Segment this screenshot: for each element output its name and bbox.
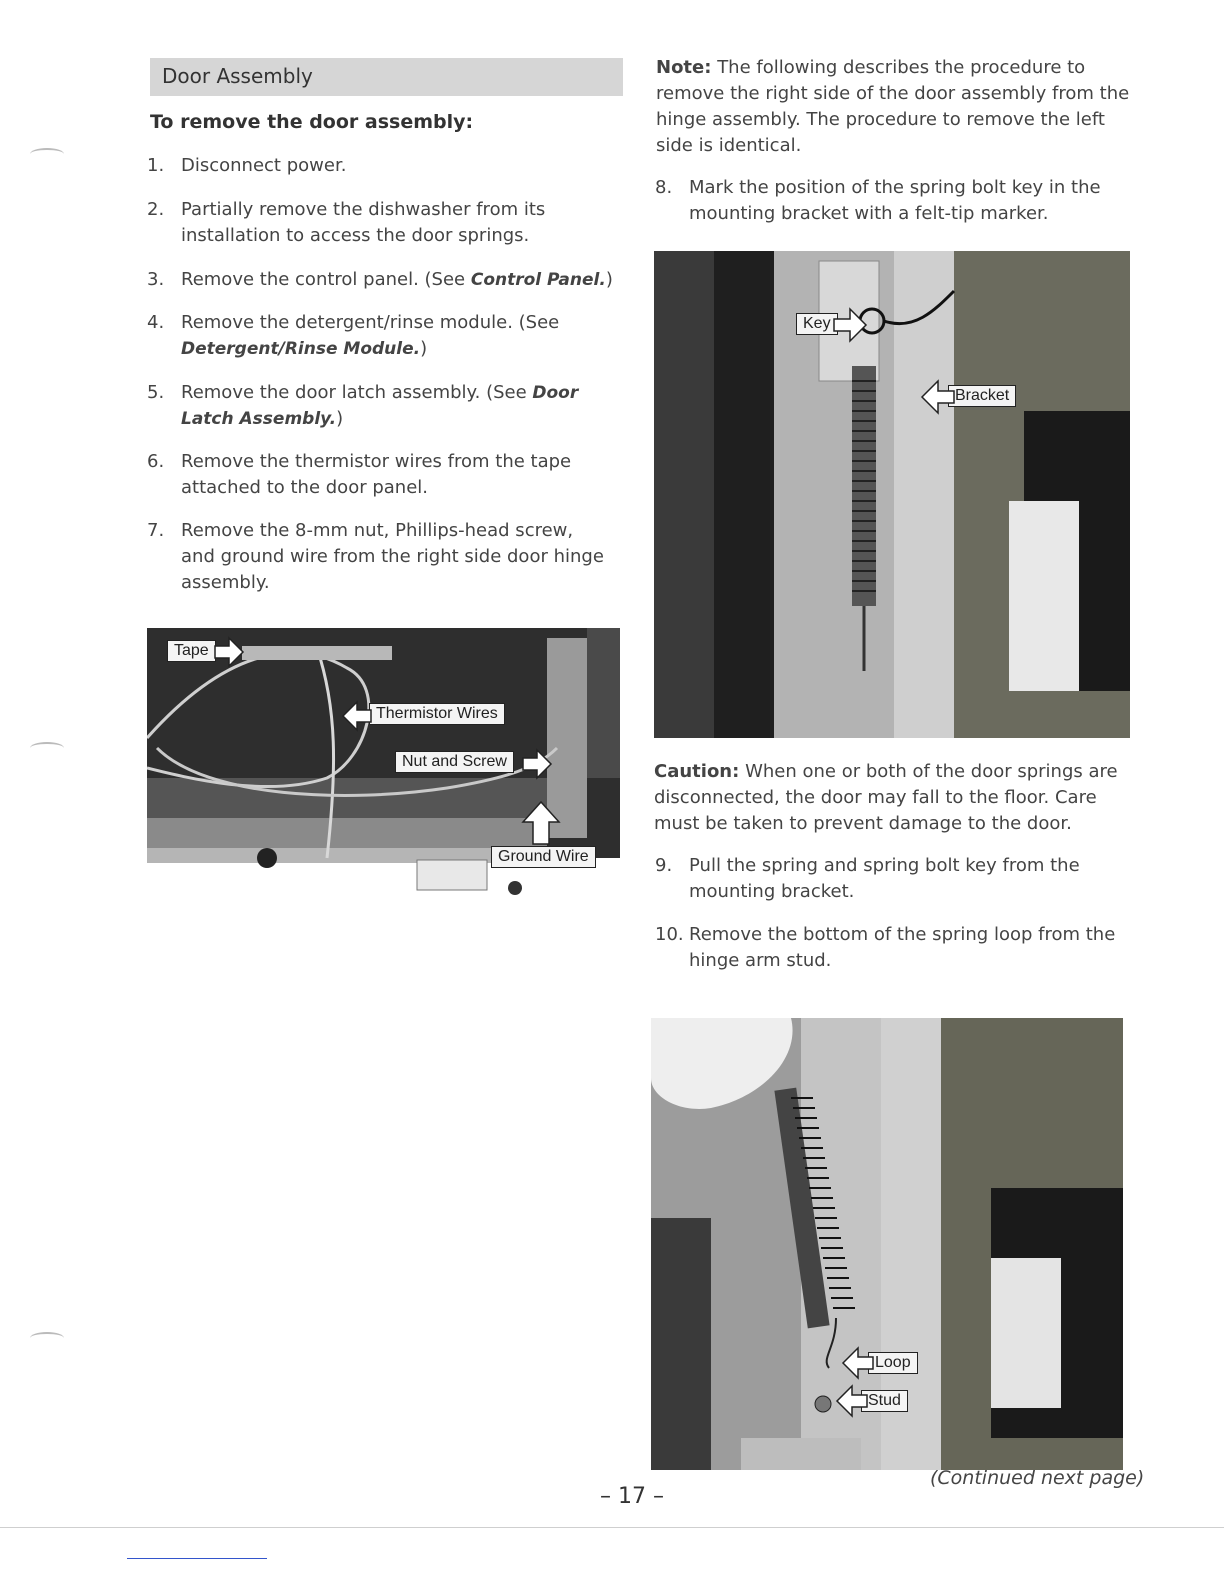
step-item: [147, 380, 617, 432]
step-number: 6.: [147, 451, 165, 472]
punch-mark: [30, 148, 64, 160]
step-text: Remove the detergent/rinse module. (See: [181, 312, 560, 333]
callout-bracket: Bracket: [948, 385, 1016, 407]
step-text: Disconnect power.: [181, 155, 347, 176]
step-number: 7.: [147, 520, 165, 541]
arrow-up-icon: [521, 800, 561, 846]
step-text-tail: ): [420, 338, 428, 359]
step-text: Mark the position of the spring bolt key in the mounting bracket with a felt-tip marker.: [689, 177, 1101, 224]
step-item: [147, 197, 617, 249]
step-text: Remove the thermistor wires from the tape attached to the door panel.: [181, 451, 572, 498]
step-number: 1.: [147, 155, 165, 176]
step-text: Pull the spring and spring bolt key from the mounting bracket.: [689, 855, 1080, 902]
note-text: The following describes the procedure to remove the right side of the door assembly from the hinge assembly. The procedure to remove the left side is identical.: [656, 57, 1130, 156]
step-text: Remove the bottom of the spring loop from the hinge arm stud.: [689, 924, 1116, 971]
cross-reference-link[interactable]: Door Latch Assembly.: [181, 383, 579, 429]
arrow-left-icon: [835, 1384, 869, 1418]
arrow-left-icon: [841, 1346, 875, 1380]
step-item: [147, 449, 617, 501]
step-item: [147, 518, 617, 596]
callout-thermistor-wires: Thermistor Wires: [369, 703, 505, 725]
page-number: – 17 –: [600, 1484, 664, 1509]
step-text: Remove the door latch assembly. (See: [181, 382, 533, 403]
callout-ground-wire: Ground Wire: [491, 846, 596, 868]
cross-reference-link[interactable]: Control Panel.: [470, 270, 606, 290]
step-number: 3.: [147, 269, 165, 290]
footer-link-underline: [127, 1558, 267, 1559]
arrow-left-icon: [920, 379, 956, 415]
arrow-right-icon: [213, 636, 245, 668]
arrow-right-icon: [832, 307, 868, 343]
step-text: Remove the 8-mm nut, Phillips-head screw, and ground wire from the right side door hinge assembly.: [181, 520, 604, 593]
note-label: Note:: [656, 57, 712, 78]
step-number: 10.: [655, 924, 684, 945]
step-item: [147, 310, 617, 362]
arrow-right-icon: [521, 748, 553, 780]
callout-loop: Loop: [868, 1352, 918, 1374]
photo-door-hinge-wires: [147, 628, 620, 903]
step-item: [655, 175, 1125, 227]
step-number: 9.: [655, 855, 673, 876]
subheading: To remove the door assembly:: [150, 111, 474, 133]
step-text-tail: ): [336, 408, 344, 429]
punch-mark: [30, 1332, 64, 1344]
callout-stud: Stud: [861, 1390, 908, 1412]
callout-nut-and-screw: Nut and Screw: [395, 751, 514, 773]
continued-note: (Continued next page): [930, 1467, 1145, 1489]
step-text: Remove the control panel. (See: [181, 269, 471, 290]
step-item: [655, 853, 1125, 905]
caution-label: Caution:: [654, 761, 740, 782]
step-number: 8.: [655, 177, 673, 198]
caution-text: When one or both of the door springs are disconnected, the door may fall to the floor. Care must be taken to prevent damage to the door.: [654, 761, 1118, 834]
photo-spring-loop-stud: [651, 1018, 1123, 1470]
step-item: [655, 922, 1125, 974]
cross-reference-link[interactable]: Detergent/Rinse Module.: [181, 339, 421, 359]
step-item: [147, 267, 617, 293]
step-number: 5.: [147, 382, 165, 403]
step-number: 2.: [147, 199, 165, 220]
arrow-left-icon: [341, 700, 373, 732]
step-item: [147, 153, 617, 179]
caution-paragraph: [654, 759, 1134, 837]
step-number: 4.: [147, 312, 165, 333]
callout-key: Key: [796, 313, 838, 335]
note-paragraph: [656, 55, 1136, 159]
photo-drawing: [654, 251, 1130, 738]
step-text: Partially remove the dishwasher from its installation to access the door springs.: [181, 199, 546, 246]
step-text-tail: ): [605, 269, 613, 290]
callout-tape: Tape: [167, 640, 216, 662]
punch-mark: [30, 742, 64, 754]
photo-spring-bolt-key: [654, 251, 1130, 738]
section-header: Door Assembly: [150, 58, 623, 96]
footer-divider: [0, 1527, 1224, 1528]
